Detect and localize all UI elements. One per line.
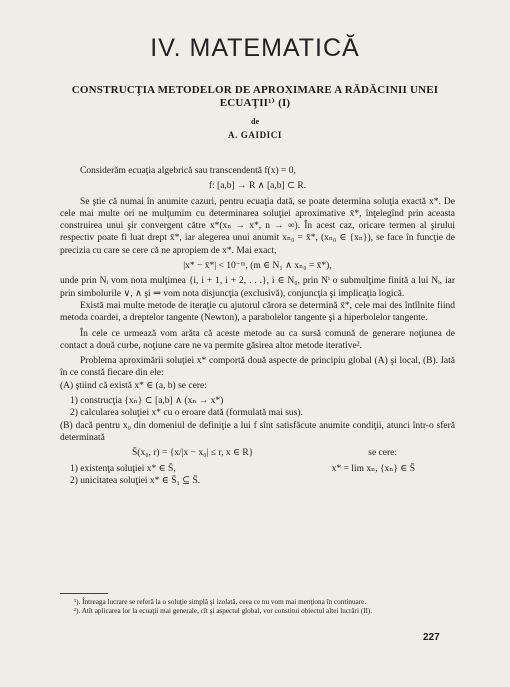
aspect-b-item-2: 2) unicitatea soluţiei x* ∈ S̄₁ ⊆ S̄. bbox=[70, 475, 201, 486]
footnote-divider bbox=[60, 593, 108, 594]
byline-de: de bbox=[251, 117, 259, 126]
paragraph-contact-curves: În cele ce urmează vom arăta că aceste metode au ca sursă comună de generare noţiunea de contact a două curbe, noţiune care ne va permite găsirea altor metode iterative². bbox=[60, 328, 455, 351]
article-title: CONSTRUCŢIA METODELOR DE APROXIMARE A RĂDĂCINII UNEI ECUAŢII¹⁾ (I) bbox=[71, 84, 439, 109]
aspect-a-item-1: 1) construcţia {xₙ} ⊂ [a,b] ∧ (xₙ → x*) bbox=[70, 396, 224, 407]
paragraph-iteration-methods: Există mai multe metode de iteraţie cu ajutorul cărora se determină x̄*, cele mai des întîlnite fiind metoda coardei, a dreptelor tangente (Newton), a parabolelor tangente şi a hiperbolelor tangente. bbox=[60, 300, 455, 324]
equation-precision: |x* − x̄*| < 10⁻ᵐ, (m ∈ N₁ ∧ xₙ₀ = x̄*), bbox=[183, 261, 332, 272]
aspect-b-line: (B) dacă pentru x₀ din domeniul de definiţie a lui f sînt satisfăcute anumite condiţii, atunci într-o sferă determinată bbox=[60, 420, 455, 443]
paragraph-notation: unde prin Nᵢ vom nota mulţimea {i, i + 1, i + 2, . . .}, i ∈ N₀, prin Nⁱ o submulţime finită a lui Nᵢ, iar prin simbolurile ∨, ∧ şi ⇒ vom nota disjuncţia (exclusivă), conjuncţia şi implicaţia logică. bbox=[60, 276, 455, 299]
existence-row bbox=[60, 463, 455, 475]
article-body bbox=[60, 165, 455, 487]
equation-function: f: [a,b] → R ∧ [a,b] ⊂ R. bbox=[208, 181, 307, 192]
aspect-a-line: (A) ştiind că există x* ∈ (a, b) se cere: bbox=[60, 380, 207, 391]
footnotes bbox=[60, 598, 455, 616]
aspect-a-item-2: 2) calcularea soluţiei x* cu o eroare dată (formulată mai sus). bbox=[70, 408, 303, 419]
paragraph-exact-solution: Se ştie că numai în anumite cazuri, pentru ecuaţia dată, se poate determina soluţia exactă x*. De cele mai multe ori ne mulţumim cu determinarea soluţiei aproximative x̄*, înţelegînd prin aceasta construirea unui şir convergent către x*(xₙ → x*, n → ∞). În acest caz, oricare termen al şirului respectiv poate fi luat drept x̄*, iar alegerea unui anumit xₙ₀ = x̄*, (xₙ₀ ∈ {xₙ}), se face în funcţie de precizia cu care se cere că ne apropiem de x*. Mai exact, bbox=[60, 196, 455, 256]
footnote-1: ¹). Întreaga lucrare se referă la o soluţie simplă şi izolată, ceea ce nu vom mai menţiona în continuare. bbox=[74, 598, 367, 606]
sphere-se-cere: se cere: bbox=[368, 448, 397, 459]
limit-expression: x* = lim xₙ, {xₙ} ∈ S̄ bbox=[331, 463, 415, 474]
footnote-2: ²). Atît aplicarea lor la ecuaţii mai generale, cît şi aspectul global, vor constitui obiectul altei lucrări (II). bbox=[74, 607, 373, 615]
section-title: IV. MATEMATICĂ bbox=[150, 34, 360, 62]
paragraph-intro: Considerăm ecuaţia algebrică sau transcendentă f(x) = 0, bbox=[80, 166, 296, 176]
author-name: A. GAIDICI bbox=[227, 130, 282, 140]
paragraph-problem-aspects: Problema aproximării soluţiei x* comportă două aspecte de principiu global (A) şi local, (B). Iată în ce constă fiecare din ele: bbox=[60, 356, 455, 379]
aspect-b-item-1: 1) existenţa soluţiei x* ∈ S̄, bbox=[70, 463, 176, 474]
sphere-row bbox=[60, 447, 455, 459]
page-number: 227 bbox=[423, 632, 440, 643]
sphere-definition: S̄(x₀, r) = {x/|x − x₀| ≤ r, x ∈ R} bbox=[132, 448, 254, 459]
